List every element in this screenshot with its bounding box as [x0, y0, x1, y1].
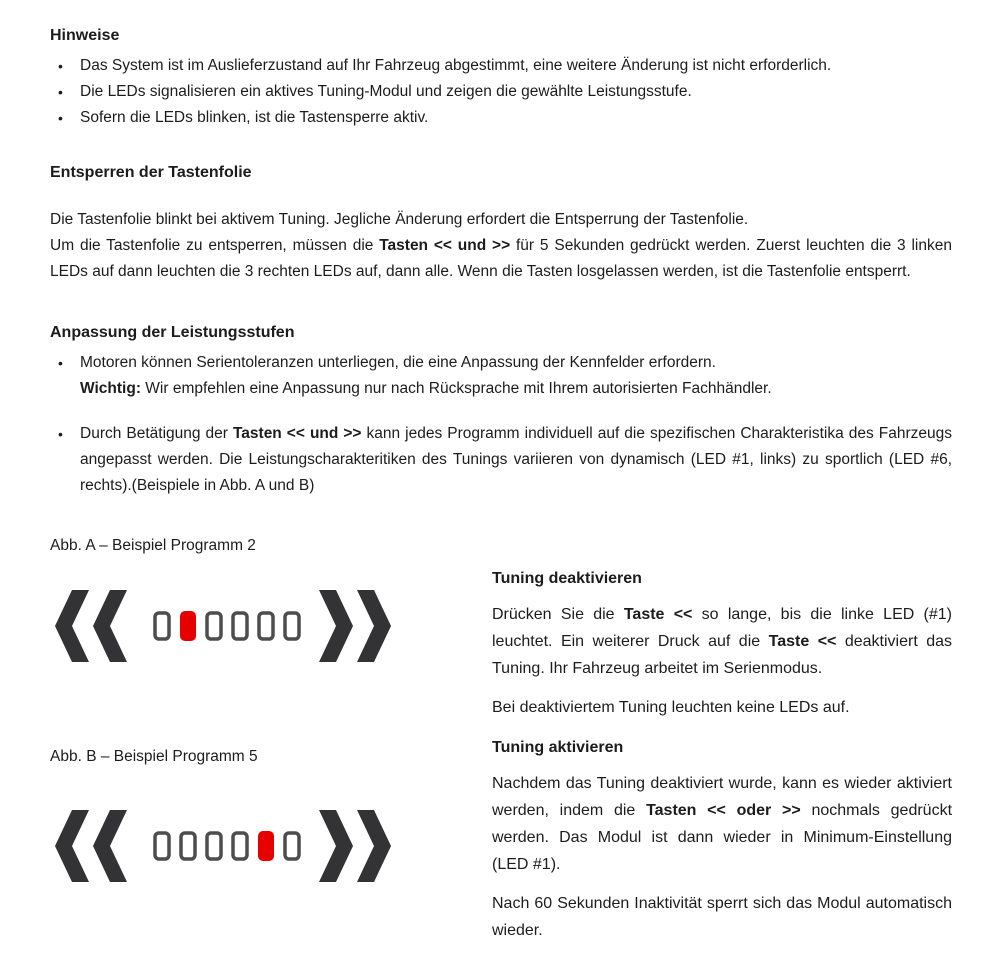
section-title-anpassung: Anpassung der Leistungsstufen	[50, 324, 295, 341]
led-indicator	[233, 833, 247, 859]
led-indicator	[233, 613, 247, 639]
bullet-text	[80, 421, 952, 499]
aktivieren-paragraph-2: Nach 60 Sekunden Inaktivität sperrt sich das Modul automatisch wieder.	[492, 895, 952, 939]
led-indicator	[207, 833, 221, 859]
hinweise-bullet-list	[50, 53, 952, 131]
text-run: Motoren können Serientoleranzen unterliegen, die eine Anpassung der Kennfelder erfordern.	[80, 354, 716, 371]
deaktivieren-paragraph-2: Bei deaktiviertem Tuning leuchten keine LEDs auf.	[492, 699, 850, 716]
list-item	[50, 421, 952, 499]
chevron-right-icon	[357, 810, 391, 882]
bold-run-tasten: Tasten << und >>	[379, 237, 511, 254]
entsperren-paragraph-1: Die Tastenfolie blinkt bei aktivem Tuning. Jegliche Änderung erfordert die Entsperrung der Tastenfolie.	[50, 211, 749, 228]
text-run: Um die Tastenfolie zu entsperren, müssen die	[50, 237, 380, 254]
text-run: nochmals gedrückt werden. Das Modul ist dann wieder in Minimum-Einstellung (LED #1).	[492, 802, 953, 873]
text-run: so lange, bis die linke LED (#1) leuchtet. Ein weiterer Druck auf die	[492, 606, 953, 650]
entsperren-paragraph-2	[50, 233, 952, 285]
led-indicator	[285, 833, 299, 859]
bullet-icon: •	[58, 58, 63, 74]
list-item	[50, 79, 952, 105]
bold-run-taste: Taste <<	[623, 606, 693, 623]
bold-run-tasten: Tasten << oder >>	[646, 802, 801, 819]
chevron-left-icon	[55, 810, 89, 882]
list-item	[50, 350, 952, 402]
chevron-right-icon	[319, 810, 353, 882]
bullet-text: Sofern die LEDs blinken, ist die Tastensperre aktiv.	[80, 109, 429, 126]
bullet-text: Das System ist im Auslieferzustand auf Ihr Fahrzeug abgestimmt, eine weitere Änderung ist nicht erforderlich.	[80, 57, 832, 74]
bullet-icon: •	[58, 110, 63, 126]
text-run: deaktiviert das Tuning. Ihr Fahrzeug arbeitet im Serienmodus.	[492, 633, 953, 677]
figure-b-led-display	[55, 798, 391, 894]
figure-a-label: Abb. A – Beispiel Programm 2	[50, 537, 256, 554]
figure-b-label: Abb. B – Beispiel Programm 5	[50, 748, 258, 765]
chevron-left-icon	[93, 810, 127, 882]
led-indicator-active	[258, 831, 274, 861]
section-title-aktivieren: Tuning aktivieren	[492, 739, 624, 756]
deaktivieren-paragraph-1	[492, 601, 952, 682]
bold-run-wichtig: Wichtig:	[80, 380, 141, 397]
figures-and-instructions	[50, 535, 952, 944]
led-indicator	[259, 613, 273, 639]
section-title-hinweise: Hinweise	[50, 27, 120, 44]
bold-run-tasten: Tasten << und >>	[232, 425, 362, 442]
bullet-icon: •	[58, 426, 63, 442]
figures-column	[50, 535, 492, 944]
led-indicator	[285, 613, 299, 639]
section-title-entsperren: Entsperren der Tastenfolie	[50, 164, 252, 181]
text-run: Durch Betätigung der	[80, 425, 233, 442]
aktivieren-paragraph-1	[492, 770, 952, 878]
chevron-left-icon	[55, 590, 89, 662]
bullet-text	[80, 350, 952, 402]
bold-run-taste: Taste <<	[768, 633, 837, 650]
led-indicator	[155, 833, 169, 859]
figure-a-led-display	[55, 578, 391, 674]
list-item	[50, 105, 952, 131]
text-run: Drücken Sie die	[492, 606, 624, 623]
bullet-icon: •	[58, 355, 63, 371]
text-run: für 5 Sekunden gedrückt werden. Zuerst leuchten die 3 linken LEDs auf dann leuchten die 3 rechten LEDs auf, dann alle. Wenn die Tasten losgelassen werden, ist die Tastenfolie entsperrt.	[50, 237, 952, 280]
instructions-column	[492, 535, 952, 944]
list-item	[50, 53, 952, 79]
led-indicator	[207, 613, 221, 639]
text-run: kann jedes Programm individuell auf die spezifischen Charakteristika des Fahrzeugs angepasst werden. Die Leistungscharakteritiken des Tunings variieren von dynamisch (LED #1, links) zu sportlich (LED #6, rechts).(Beispiele in Abb. A und B)	[80, 425, 952, 494]
led-indicator	[155, 613, 169, 639]
chevron-left-icon	[93, 590, 127, 662]
bullet-icon: •	[58, 84, 63, 100]
led-indicator-active	[180, 611, 196, 641]
chevron-right-icon	[357, 590, 391, 662]
section-title-deaktivieren: Tuning deaktivieren	[492, 570, 642, 587]
text-run: Nachdem das Tuning deaktiviert wurde, kann es wieder aktiviert werden, indem die	[492, 775, 952, 819]
text-run: Wir empfehlen eine Anpassung nur nach Rücksprache mit Ihrem autorisierten Fachhändler.	[141, 380, 772, 397]
anpassung-bullet-list	[50, 350, 952, 499]
led-indicator	[181, 833, 195, 859]
chevron-right-icon	[319, 590, 353, 662]
bullet-text: Die LEDs signalisieren ein aktives Tuning-Modul und zeigen die gewählte Leistungsstufe.	[80, 83, 692, 100]
